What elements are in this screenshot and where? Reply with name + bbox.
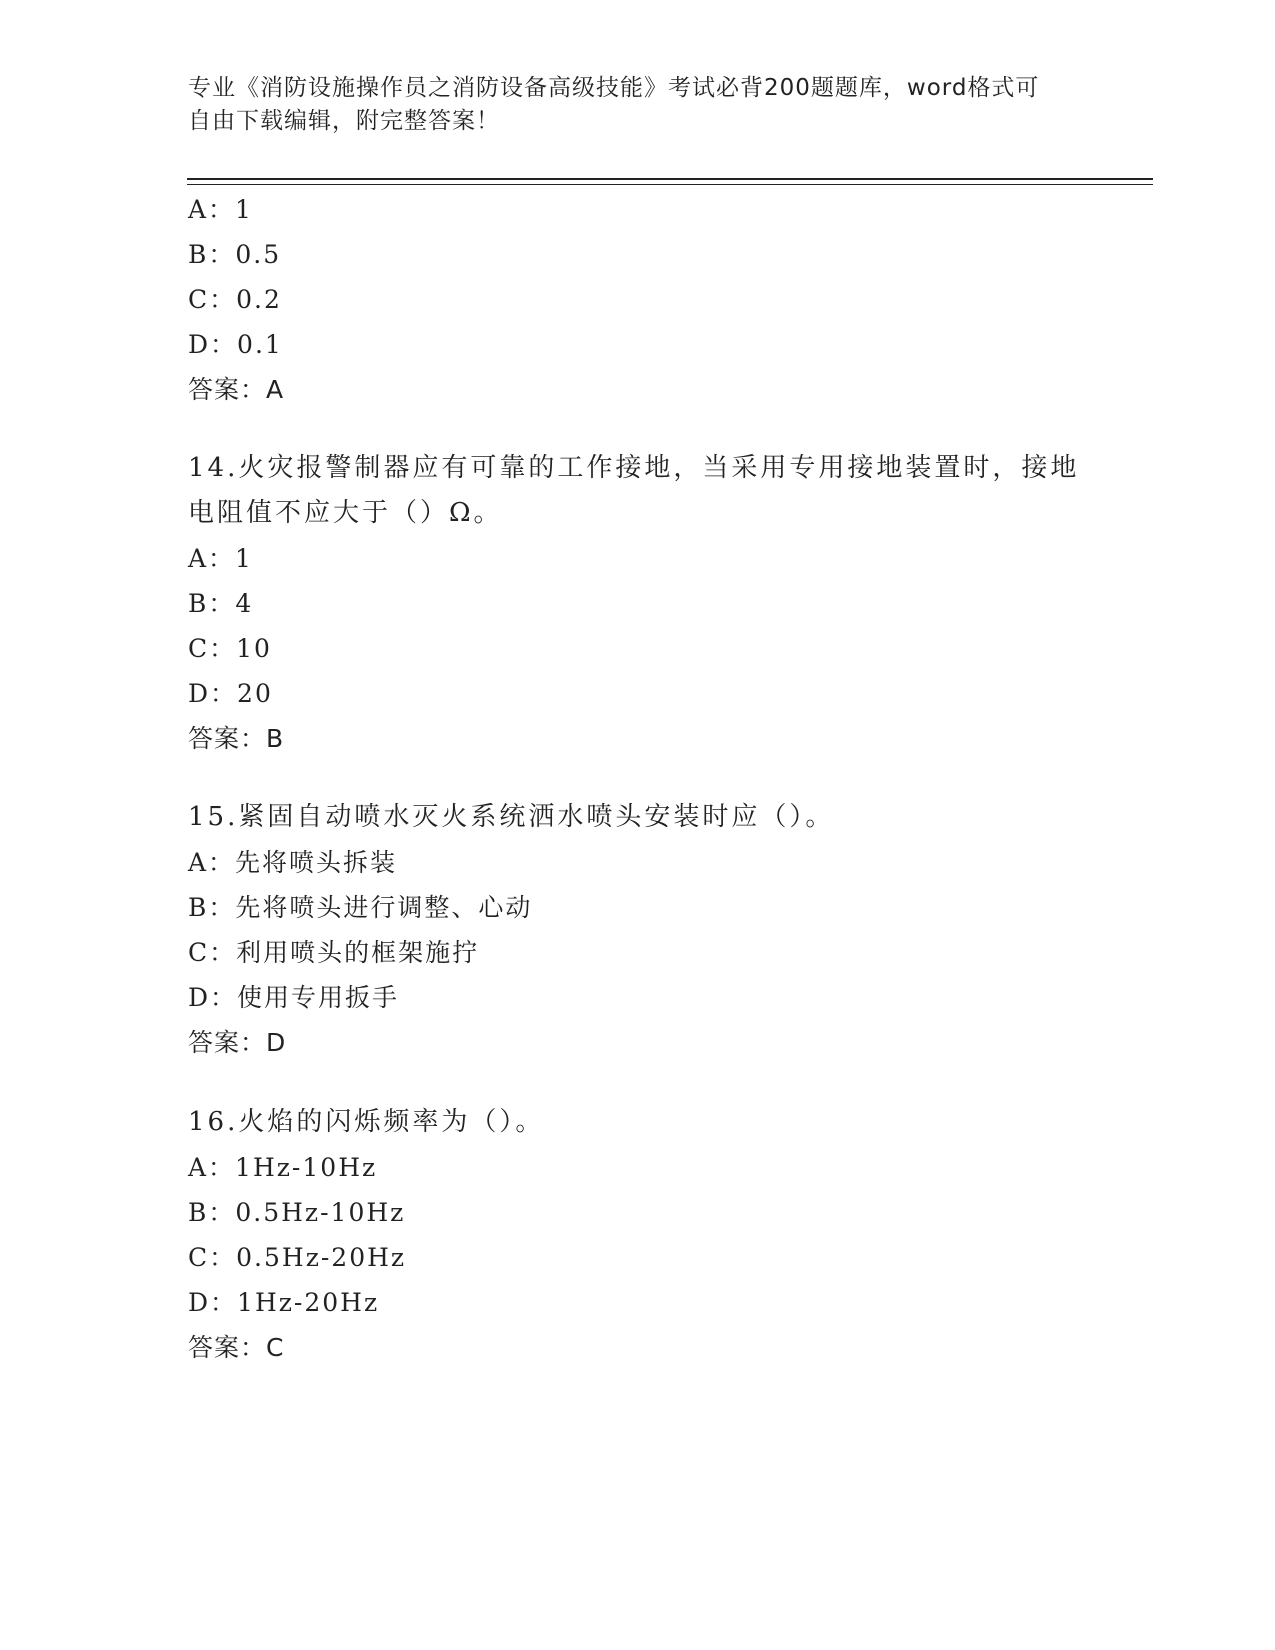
question-stem-line-1: 14.火灾报警制器应有可靠的工作接地，当采用专用接地装置时，接地 — [188, 453, 1080, 483]
option-c: C：0.5Hz-20Hz — [188, 1243, 407, 1272]
answer-line: 答案：D — [188, 1028, 287, 1057]
header-line-1: 专业《消防设施操作员之消防设备高级技能》考试必背200题题库，word格式可 — [188, 75, 1040, 101]
option-b: B：4 — [188, 589, 254, 618]
option-b: B：0.5Hz-10Hz — [188, 1198, 406, 1227]
header-line-2: 自由下载编辑，附完整答案！ — [188, 108, 500, 134]
option-a: A：1Hz-10Hz — [188, 1153, 378, 1182]
question-stem: 15.紧固自动喷水灭火系统洒水喷头安装时应（）。 — [188, 802, 835, 832]
answer-line: 答案：B — [188, 724, 285, 753]
option-c: C：10 — [188, 634, 272, 663]
option-b: B：0.5 — [188, 240, 282, 269]
option-b: B：先将喷头进行调整、心动 — [188, 893, 533, 922]
option-c: C：利用喷头的框架施拧 — [188, 938, 480, 967]
question-stem: 16.火焰的闪烁频率为（）。 — [188, 1107, 545, 1137]
option-d: D：0.1 — [188, 330, 283, 359]
option-d: D：1Hz-20Hz — [188, 1288, 380, 1317]
option-a: A：先将喷头拆装 — [188, 848, 398, 877]
option-a: A：1 — [188, 544, 253, 573]
question-stem-line-2: 电阻值不应大于（）Ω。 — [188, 498, 503, 528]
option-c: C：0.2 — [188, 285, 282, 314]
question-16-block — [188, 1100, 1088, 1370]
question-13-block — [188, 187, 1088, 412]
document-header — [188, 72, 1088, 138]
header-divider-thick — [187, 178, 1153, 180]
answer-line: 答案：C — [188, 1333, 285, 1362]
option-d: D：20 — [188, 679, 273, 708]
answer-line: 答案：A — [188, 375, 285, 404]
option-d: D：使用专用扳手 — [188, 983, 400, 1012]
header-divider-thin — [187, 184, 1153, 185]
question-14-block — [188, 446, 1088, 761]
option-a: A：1 — [188, 195, 253, 224]
question-15-block — [188, 795, 1088, 1065]
